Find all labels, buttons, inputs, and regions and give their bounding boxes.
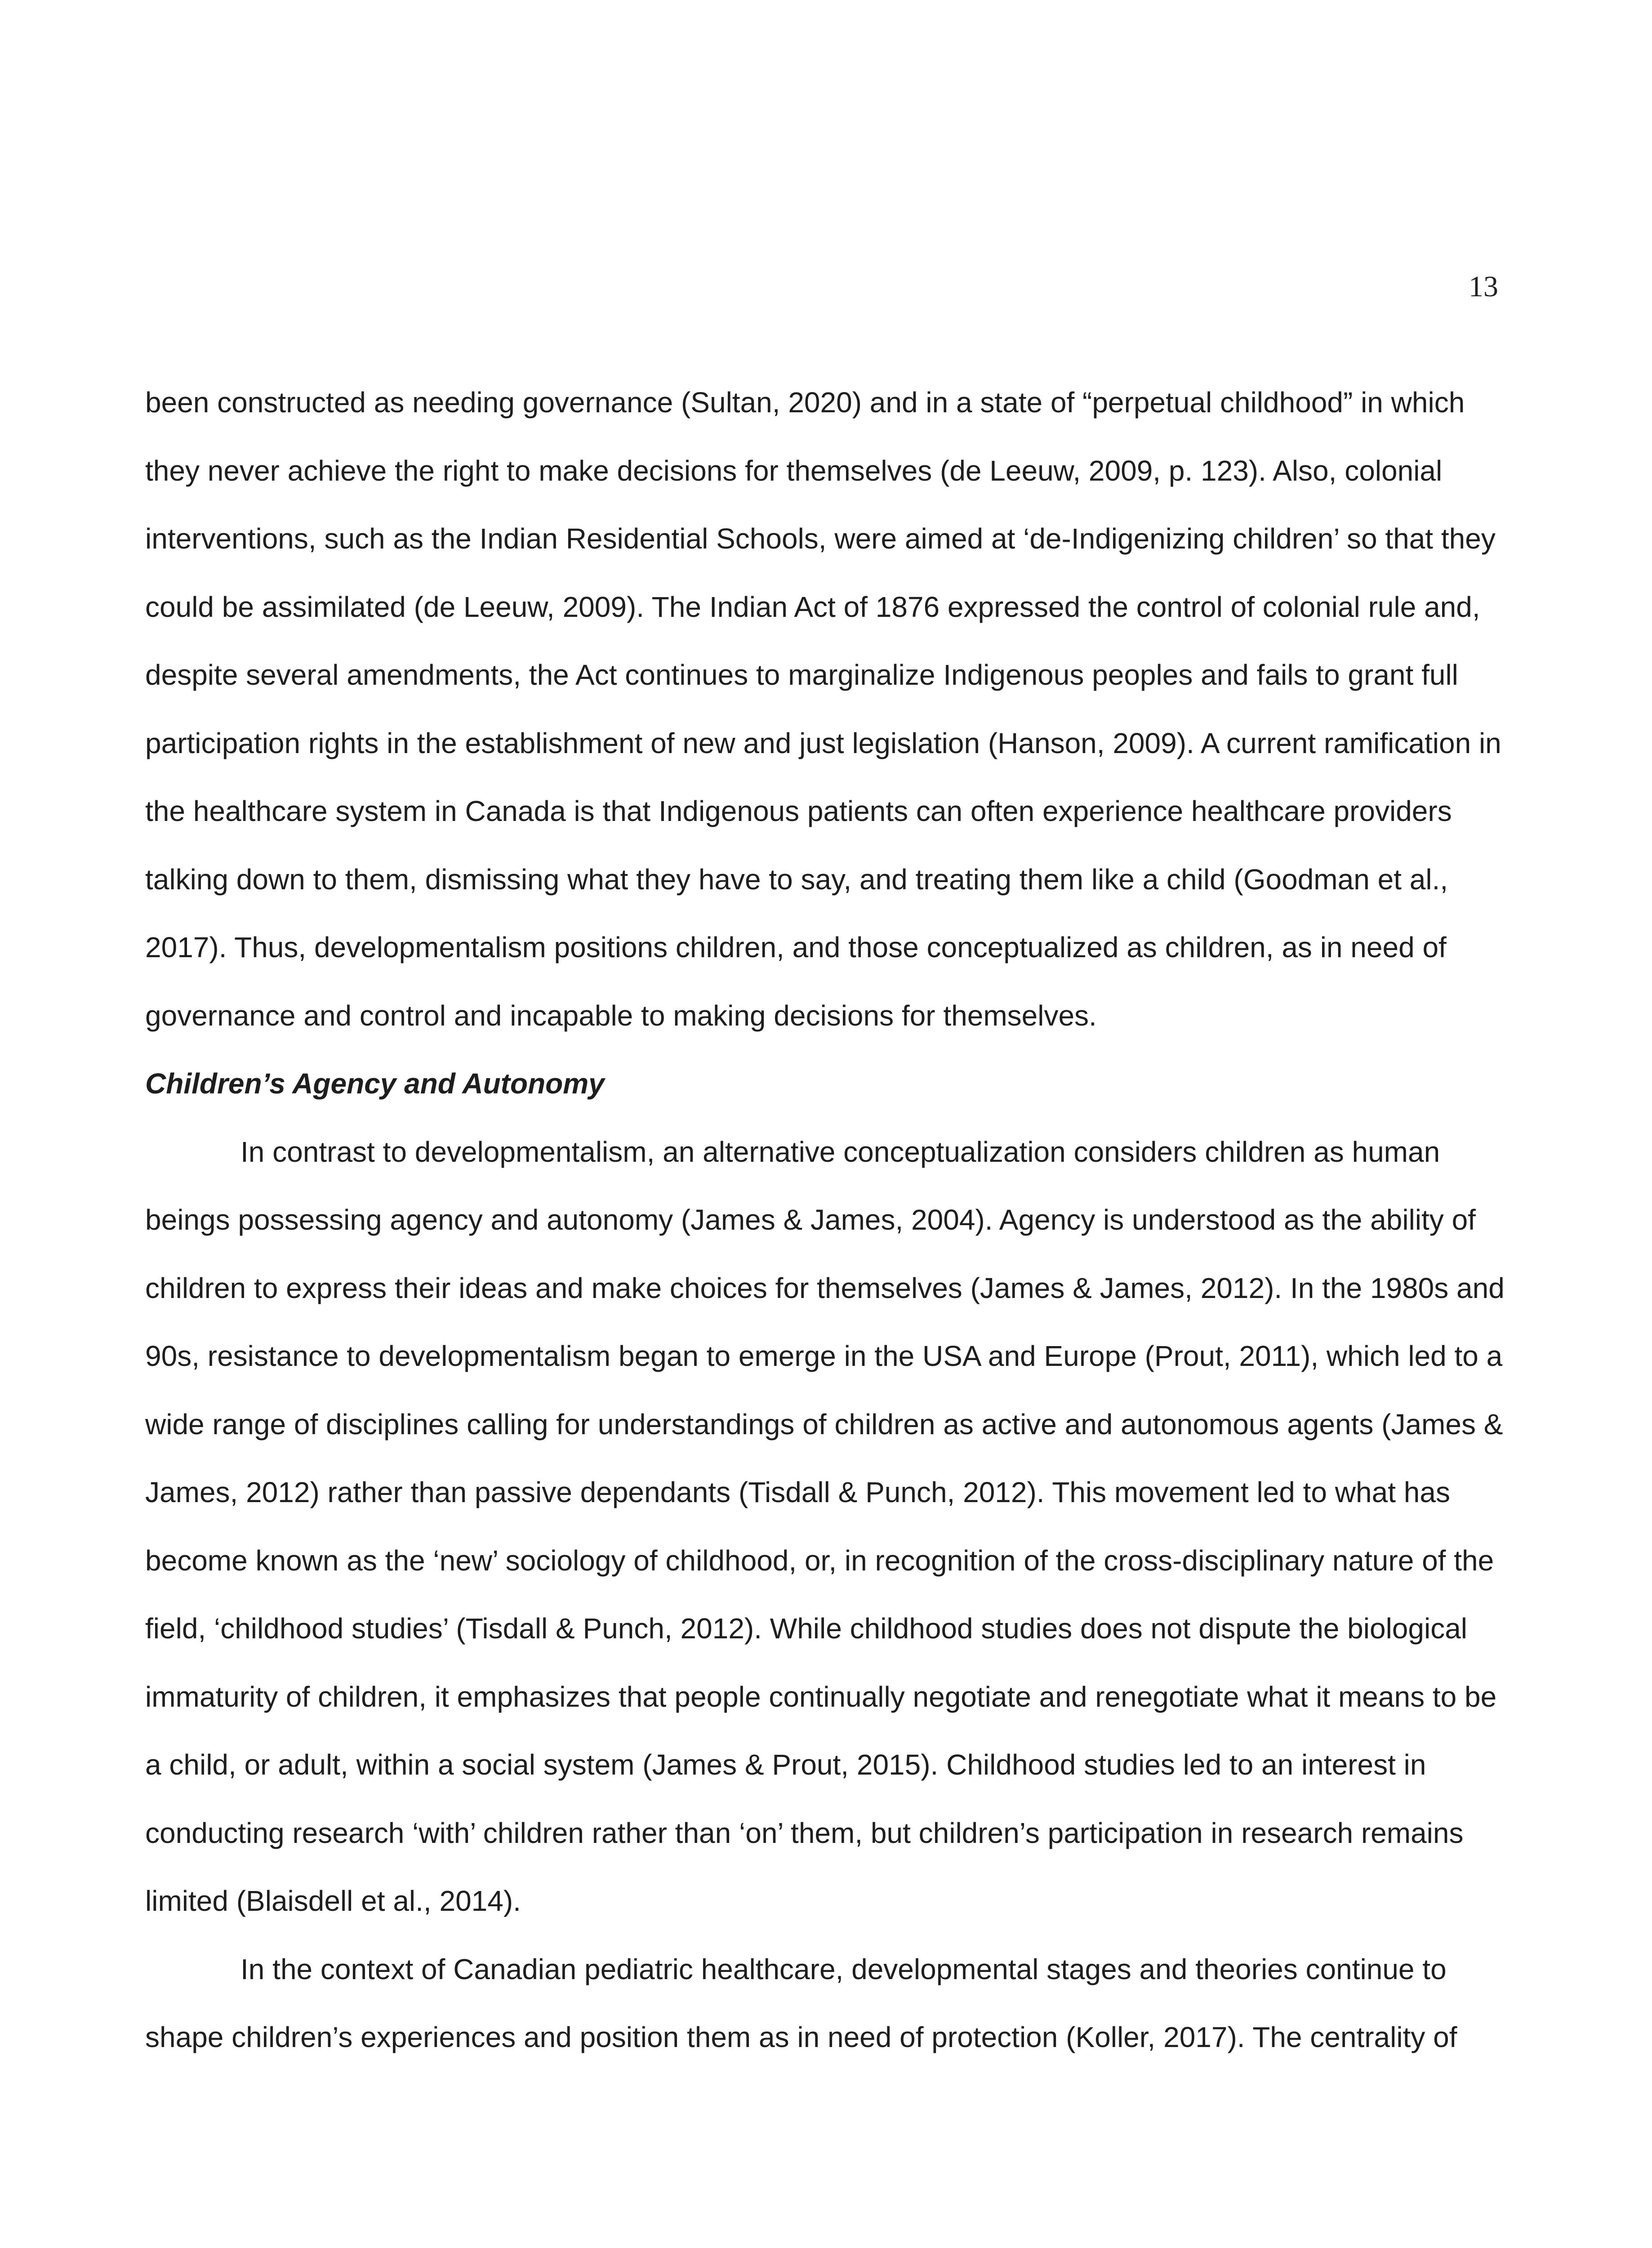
section-heading: Children’s Agency and Autonomy <box>145 1067 605 1100</box>
paragraph-continuation: been constructed as needing governance (Sultan, 2020) and in a state of “perpetual childhood” in which they never achieve the right to make decisions for themselves (de Leeuw, 2009, p. 123). Also, colonial interventions, such as the Indian Residential Schools, were aimed at ‘de-Indigenizing children’ so that they could be assimilated (de Leeuw, 2009). The Indian Act of 1876 expressed the control of colonial rule and, despite several amendments, the Act continues to marginalize Indigenous peoples and fails to grant full participation rights in the establishment of new and just legislation (Hanson, 2009). A current ramification in the healthcare system in Canada is that Indigenous patients can often experience healthcare providers talking down to them, dismissing what they have to say, and treating them like a child (Goodman et al., 2017). Thus, developmentalism positions children, and those conceptualized as children, as in need of governance and control and incapable to making decisions for themselves. <box>145 386 1501 1032</box>
page-number: 13 <box>1469 270 1498 303</box>
paragraph-agency: In contrast to developmentalism, an alternative conceptualization considers children as human beings possessing agency and autonomy (James & James, 2004). Agency is understood as the ability of children to express their ideas and make choices for themselves (James & James, 2012). In the 1980s and 90s, resistance to developmentalism began to emerge in the USA and Europe (Prout, 2011), which led to a wide range of disciplines calling for understandings of children as active and autonomous agents (James & James, 2012) rather than passive dependants (Tisdall & Punch, 2012). This movement led to what has become known as the ‘new’ sociology of childhood, or, in recognition of the cross-disciplinary nature of the field, ‘childhood studies’ (Tisdall & Punch, 2012). While childhood studies does not dispute the biological immaturity of children, it emphasizes that people continually negotiate and renegotiate what it means to be a child, or adult, within a social system (James & Prout, 2015). Childhood studies led to an interest in conducting research ‘with’ children rather than ‘on’ them, but children’s participation in research remains limited (Blaisdell et al., 2014). <box>145 1135 1505 1917</box>
paragraph-pediatric-healthcare: In the context of Canadian pediatric healthcare, developmental stages and theories continue to shape children’s experiences and position them as in need of protection (Koller, 2017). The centrality of <box>145 1953 1457 2053</box>
document-body <box>145 369 1507 2072</box>
